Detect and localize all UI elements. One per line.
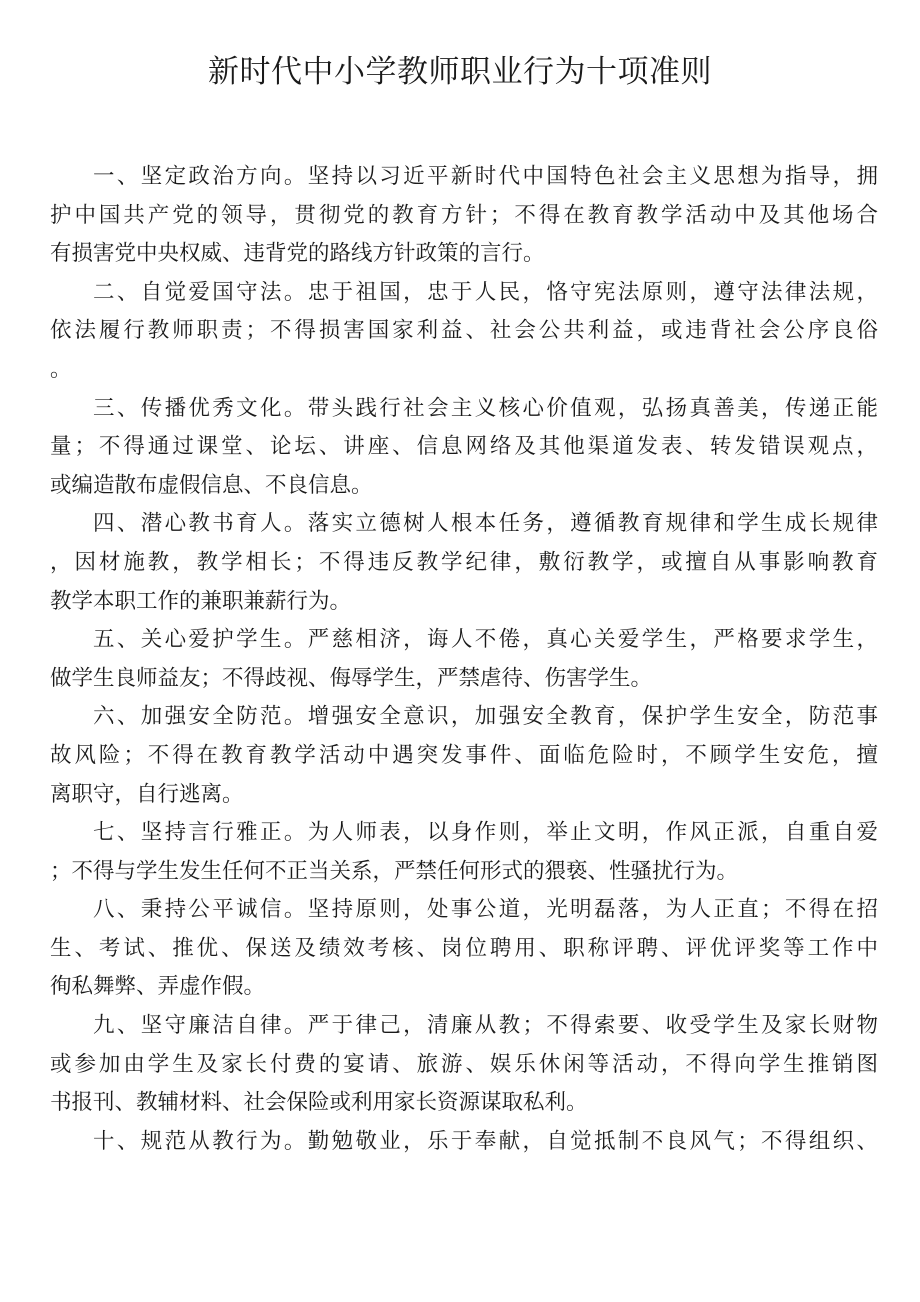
paragraph-line: 五、关心爱护学生。严慈相济，诲人不倦，真心关爱学生，严格要求学生，: [93, 627, 878, 653]
paragraph-line: 故风险；不得在教育教学活动中遇突发事件、面临危险时，不顾学生安危，擅: [50, 742, 878, 768]
paragraph-4: [50, 505, 878, 621]
paragraph-10: [50, 1123, 878, 1162]
paragraph-line: 书报刊、教辅材料、社会保险或利用家长资源谋取私利。: [50, 1090, 588, 1116]
paragraph-line: 四、潜心教书育人。落实立德树人根本任务，遵循教育规律和学生成长规律: [93, 511, 878, 537]
paragraph-line: 十、规范从教行为。勤勉敬业，乐于奉献，自觉抵制不良风气；不得组织、: [93, 1128, 878, 1154]
document-body: [50, 158, 878, 1161]
paragraph-3: [50, 390, 878, 506]
paragraph-1: [50, 158, 878, 274]
paragraph-line: ；不得与学生发生任何不正当关系，严禁任何形式的猥亵、性骚扰行为。: [50, 858, 739, 884]
paragraph-line: 六、加强安全防范。增强安全意识，加强安全教育，保护学生安全，防范事: [93, 704, 878, 730]
paragraph-5: [50, 621, 878, 698]
document-title: 新时代中小学教师职业行为十项准则: [208, 54, 712, 90]
paragraph-line: 护中国共产党的领导，贯彻党的教育方针；不得在教育教学活动中及其他场合: [50, 202, 878, 228]
paragraph-line: 一、坚定政治方向。坚持以习近平新时代中国特色社会主义思想为指导，拥: [93, 164, 878, 189]
paragraph-line: 三、传播优秀文化。带头践行社会主义核心价值观，弘扬真善美，传递正能: [93, 395, 878, 421]
paragraph-line: 做学生良师益友；不得歧视、侮辱学生，严禁虐待、伤害学生。: [50, 665, 653, 691]
paragraph-line: 有损害党中央权威、违背党的路线方针政策的言行。: [50, 241, 545, 267]
paragraph-7: [50, 814, 878, 891]
paragraph-line: 。: [50, 356, 72, 382]
paragraph-8: [50, 891, 878, 1007]
paragraph-line: 或编造散布虚假信息、不良信息。: [50, 472, 373, 498]
paragraph-line: 教学本职工作的兼职兼薪行为。: [50, 588, 352, 614]
paragraph-2: [50, 274, 878, 390]
paragraph-line: 或参加由学生及家长付费的宴请、旅游、娱乐休闲等活动，不得向学生推销图: [50, 1051, 878, 1077]
paragraph-line: 七、坚持言行雅正。为人师表，以身作则，举止文明，作风正派，自重自爱: [93, 820, 878, 846]
paragraph-line: 九、坚守廉洁自律。严于律己，清廉从教；不得索要、收受学生及家长财物: [93, 1013, 878, 1039]
paragraph-line: 依法履行教师职责；不得损害国家利益、社会公共利益，或违背社会公序良俗: [50, 318, 878, 344]
paragraph-line: 徇私舞弊、弄虚作假。: [50, 974, 266, 1000]
paragraph-line: 八、秉持公平诚信。坚持原则，处事公道，光明磊落，为人正直；不得在招: [93, 897, 878, 923]
paragraph-line: 离职守，自行逃离。: [50, 781, 244, 807]
paragraph-line: ，因材施教，教学相长；不得违反教学纪律，敷衍教学，或擅自从事影响教育: [50, 549, 878, 575]
paragraph-line: 量；不得通过课堂、论坛、讲座、信息网络及其他渠道发表、转发错误观点，: [50, 434, 878, 460]
paragraph-line: 二、自觉爱国守法。忠于祖国，忠于人民，恪守宪法原则，遵守法律法规，: [93, 279, 878, 305]
paragraph-6: [50, 698, 878, 814]
paragraph-9: [50, 1007, 878, 1123]
paragraph-line: 生、考试、推优、保送及绩效考核、岗位聘用、职称评聘、评优评奖等工作中: [50, 935, 878, 961]
